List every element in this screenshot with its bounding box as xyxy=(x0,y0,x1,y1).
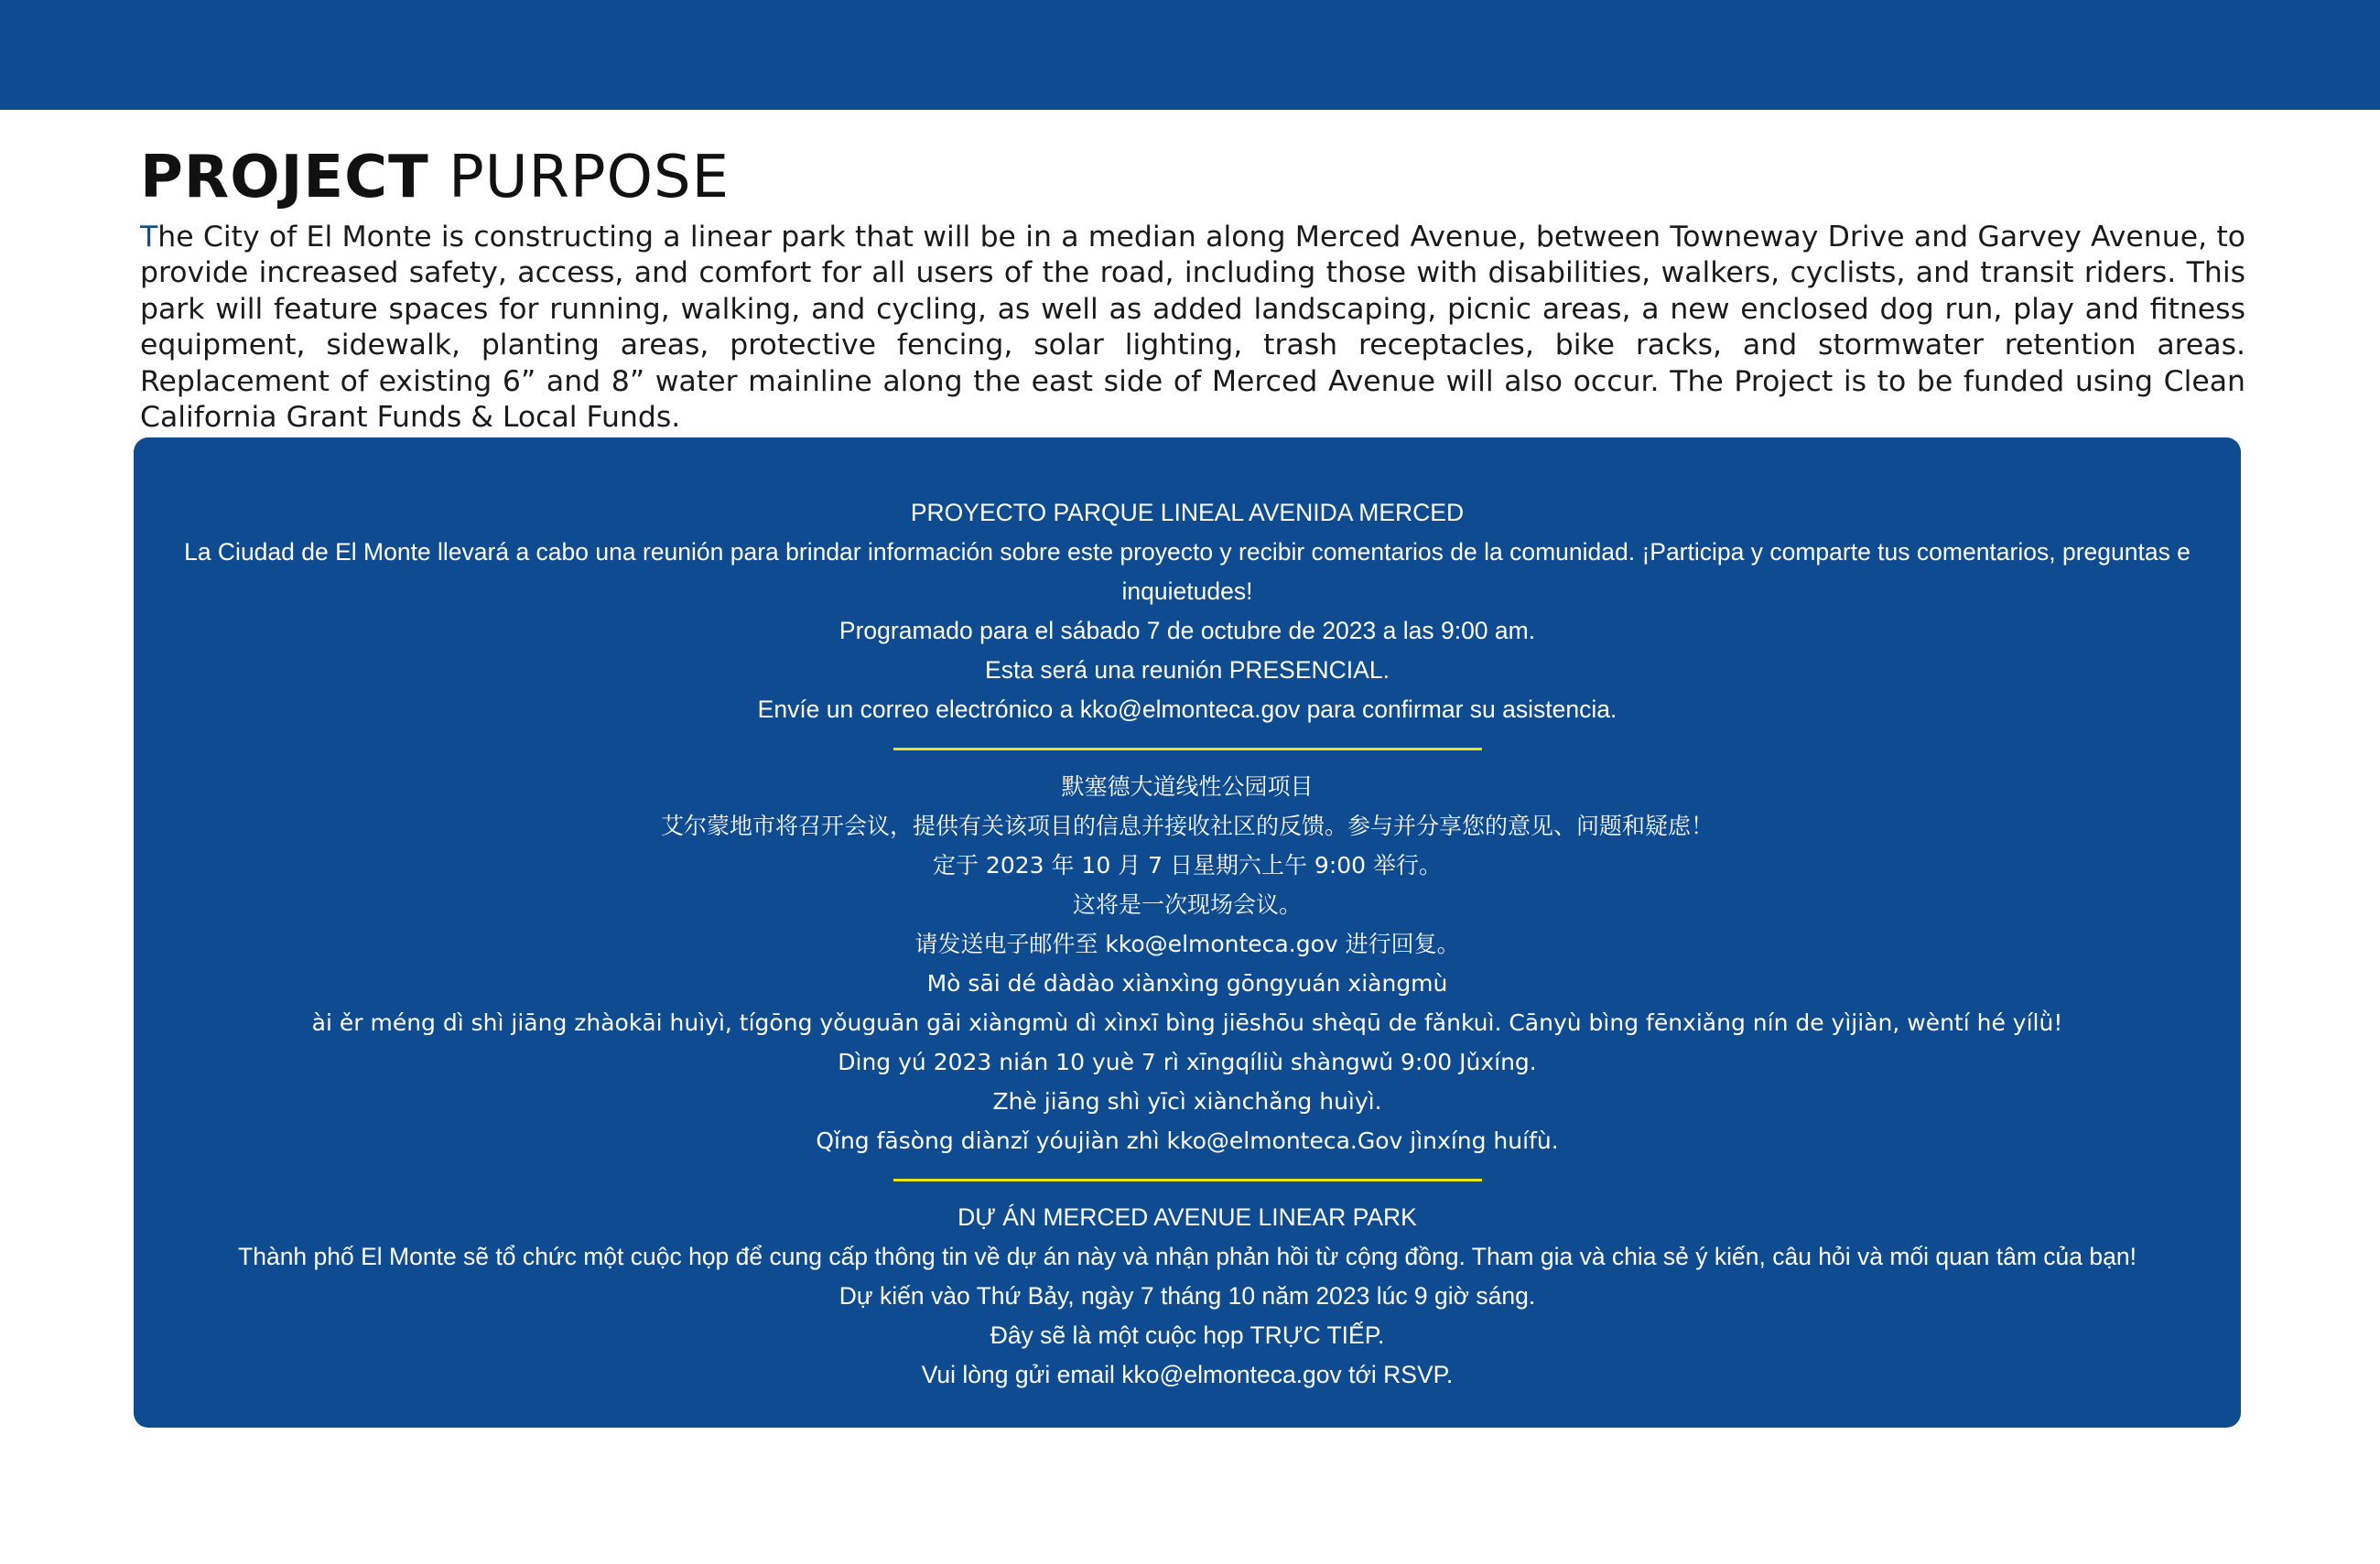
vietnamese-body: Thành phố El Monte sẽ tổ chức một cuộc họp để cung cấp thông tin về dự án này và nhận phản hồi từ cộng đồng. Tham gia và chia sẻ ý kiến, câu hỏi và mối quan tâm của bạn! xyxy=(238,1243,2137,1270)
spanish-body: La Ciudad de El Monte llevará a cabo una reunión para brindar información sobre este proyecto y recibir comentarios de la comunidad. ¡Participa y comparte tus comentarios, preguntas e inquietudes! xyxy=(184,538,2191,605)
page-title-light: PURPOSE xyxy=(449,144,730,211)
project-description-text: he City of El Monte is constructing a linear park that will be in a median along Merced Avenue, between Towneway Drive and Garvey Avenue, to provide increased safety, access, and comfort for all users of the road, including those with disabilities, walkers, cyclists, and transit riders. This park will feature spaces for running, walking, and cycling, as well as added landscaping, picnic areas, a new enclosed dog run, play and fitness equipment, sidewalk, planting areas, protective fencing, solar lighting, trash receptacles, bike racks, and stormwater retention areas. Replacement of existing 6” and 8” water mainline along the east side of Merced Avenue will also occur. The Project is to be funded using Clean California Grant Funds & Local Funds. xyxy=(140,221,2245,435)
pinyin-rsvp: Qǐng fāsòng diànzǐ yóujiàn zhì kko@elmonteca.Gov jìnxíng huífù. xyxy=(816,1127,1559,1154)
pinyin-title: Mò sāi dé dàdào xiànxìng gōngyuán xiàngmù xyxy=(926,970,1448,997)
spanish-format: Esta será una reunión PRESENCIAL. xyxy=(985,656,1390,684)
pinyin-format: Zhè jiāng shì yīcì xiànchǎng huìyì. xyxy=(992,1088,1382,1115)
vietnamese-rsvp: Vui lòng gửi email kko@elmonteca.gov tới RSVP. xyxy=(921,1361,1454,1388)
chinese-notice xyxy=(134,767,2241,1160)
project-description xyxy=(140,220,2245,436)
pinyin-schedule: Dìng yú 2023 nián 10 yuè 7 rì xīngqíliù shàngwǔ 9:00 Jǔxíng. xyxy=(838,1049,1537,1075)
chinese-format: 这将是一次现场会议。 xyxy=(1072,891,1302,918)
chinese-schedule: 定于 2023 年 10 月 7 日星期六上午 9:00 举行。 xyxy=(932,852,1443,879)
vietnamese-schedule: Dự kiến vào Thứ Bảy, ngày 7 tháng 10 năm 2023 lúc 9 giờ sáng. xyxy=(838,1282,1536,1310)
drop-letter: T xyxy=(140,221,158,253)
chinese-rsvp: 请发送电子邮件至 kko@elmonteca.gov 进行回复。 xyxy=(914,931,1460,957)
chinese-title: 默塞德大道线性公园项目 xyxy=(1061,773,1314,800)
meeting-notice-panel xyxy=(134,437,2241,1428)
pinyin-body: ài ěr méng dì shì jiāng zhàokāi huìyì, tígōng yǒuguān gāi xiàngmù dì xìnxī bìng jiēshōu shèqū de fǎnkuì. Cānyù bìng fēnxiǎng nín de yìjiàn, wèntí hé yílǜ! xyxy=(311,1009,2063,1036)
page-title xyxy=(140,145,730,210)
section-divider xyxy=(893,748,1482,750)
spanish-notice xyxy=(134,493,2241,729)
vietnamese-notice xyxy=(134,1198,2241,1395)
spanish-rsvp: Envíe un correo electrónico a kko@elmonteca.gov para confirmar su asistencia. xyxy=(757,696,1617,723)
page-title-bold: PROJECT xyxy=(140,144,429,211)
vietnamese-format: Đây sẽ là một cuộc họp TRỰC TIẾP. xyxy=(990,1321,1385,1349)
spanish-schedule: Programado para el sábado 7 de octubre de 2023 a las 9:00 am. xyxy=(838,617,1536,644)
chinese-body: 艾尔蒙地市将召开会议，提供有关该项目的信息并接收社区的反馈。参与并分享您的意见、问题和疑虑！ xyxy=(660,813,1714,839)
vietnamese-title: DỰ ÁN MERCED AVENUE LINEAR PARK xyxy=(957,1203,1417,1231)
spanish-title: PROYECTO PARQUE LINEAL AVENIDA MERCED xyxy=(910,499,1465,526)
section-divider xyxy=(893,1179,1482,1181)
header-bar xyxy=(0,0,2380,110)
